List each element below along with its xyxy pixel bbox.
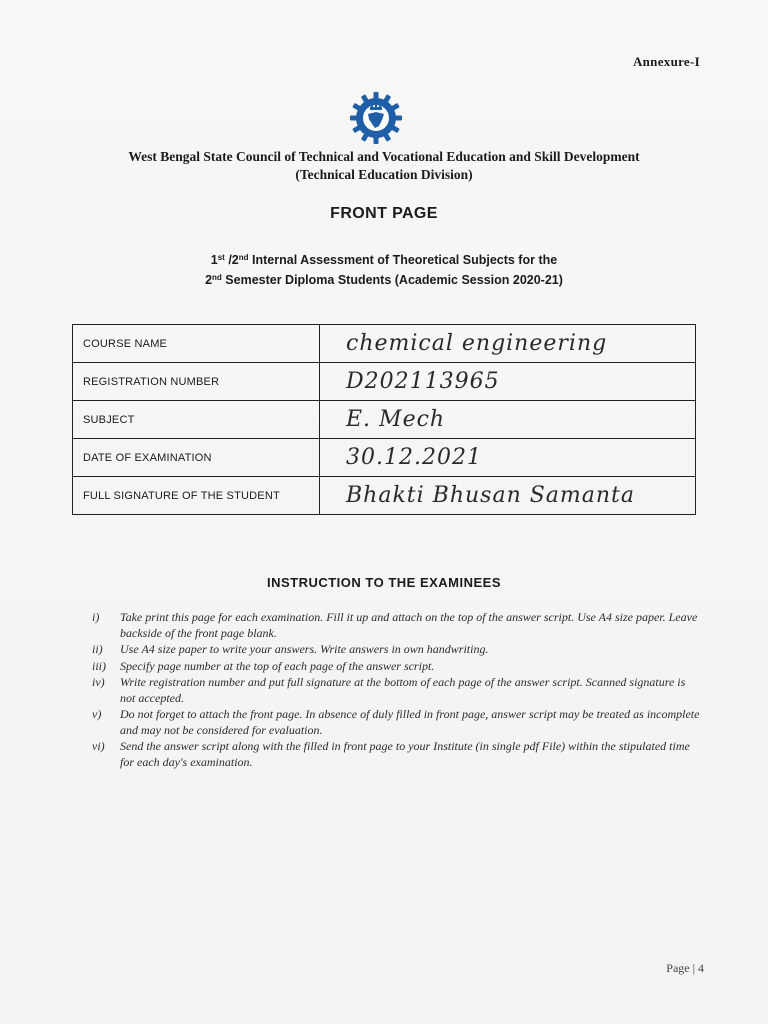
list-item: [92, 659, 702, 675]
item-number: vi): [92, 739, 105, 753]
council-division: (Technical Education Division): [295, 167, 473, 182]
list-item: [92, 642, 702, 658]
subject-value[interactable]: E. Mech: [320, 401, 696, 439]
instructions-heading: INSTRUCTION TO THE EXAMINEES: [266, 575, 502, 590]
item-text: Take print this page for each examination. Fill it up and attach on the top of the answer script. Use A4 size paper. Leave backside of the front page blank.: [120, 610, 698, 640]
list-item: [92, 675, 702, 706]
assessment-line-2: 2nd Semester Diploma Students (Academic Session 2020-21): [205, 273, 563, 287]
item-number: v): [92, 707, 102, 721]
exam-date-label: DATE OF EXAMINATION: [73, 439, 320, 477]
student-info-table: [72, 324, 696, 515]
signature-label: FULL SIGNATURE OF THE STUDENT: [73, 477, 320, 515]
assessment-line-1: 1st /2nd Internal Assessment of Theoretical Subjects for the: [210, 253, 558, 267]
item-text: Specify page number at the top of each page of the answer script.: [120, 658, 435, 673]
list-item: [92, 739, 702, 770]
table-row: [73, 439, 696, 477]
page-title: FRONT PAGE: [330, 205, 438, 222]
table-row: [73, 363, 696, 401]
council-name: West Bengal State Council of Technical and Vocational Education and Skill Development: [128, 149, 640, 164]
item-number: iv): [92, 675, 105, 689]
instructions-list: [92, 610, 702, 771]
exam-date-value[interactable]: 30.12.2021: [320, 439, 696, 477]
subject-label: SUBJECT: [73, 401, 320, 439]
item-number: ii): [92, 642, 103, 656]
annexure-label: Annexure-I: [632, 54, 700, 69]
list-item: [92, 707, 702, 738]
table-row: [73, 401, 696, 439]
table-row: [73, 477, 696, 515]
item-text: Write registration number and put full signature at the bottom of each page of the answer script. Scanned signature is not accepted.: [120, 675, 686, 705]
student-signature[interactable]: Bhakti Bhusan Samanta: [320, 477, 696, 515]
list-item: [92, 610, 702, 641]
page-number: Page | 4: [666, 961, 704, 975]
course-name-label: COURSE NAME: [73, 325, 320, 363]
council-logo-icon: [348, 90, 404, 146]
table-row: [73, 325, 696, 363]
course-name-value[interactable]: chemical engineering: [320, 325, 696, 363]
item-text: Send the answer script along with the filled in front page to your Institute (in single pdf File) within the stipulated time for each day's examination.: [120, 739, 690, 769]
item-number: iii): [92, 658, 106, 673]
item-text: Do not forget to attach the front page. In absence of duly filled in front page, answer script may be treated as incomplete and may not be considered for evaluation.: [120, 707, 700, 737]
item-text: Use A4 size paper to write your answers. Write answers in own handwriting.: [120, 642, 489, 656]
registration-number-label: REGISTRATION NUMBER: [73, 363, 320, 401]
registration-number-value[interactable]: D202113965: [320, 363, 696, 401]
item-number: i): [92, 610, 100, 624]
